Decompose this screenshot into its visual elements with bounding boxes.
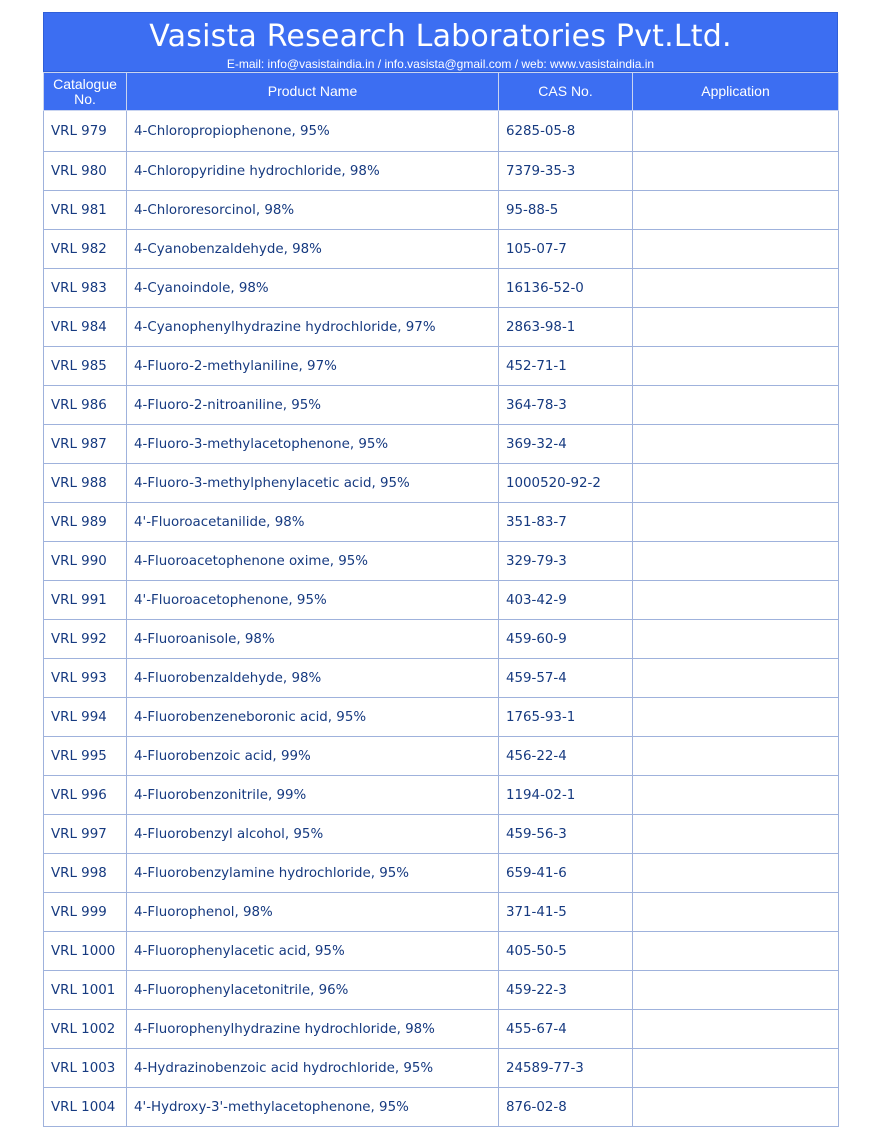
product-name-cell: 4-Fluorobenzeneboronic acid, 95% <box>127 698 499 737</box>
catalogue-cell: VRL 982 <box>44 230 127 269</box>
table-row <box>44 308 839 347</box>
application-cell <box>633 464 839 503</box>
catalogue-cell: VRL 1000 <box>44 932 127 971</box>
application-cell <box>633 776 839 815</box>
cas-number-cell: 459-60-9 <box>499 620 633 659</box>
table-row <box>44 464 839 503</box>
product-name-cell: 4-Fluorobenzoic acid, 99% <box>127 737 499 776</box>
application-cell <box>633 542 839 581</box>
table-row <box>44 581 839 620</box>
cas-number-cell: 403-42-9 <box>499 581 633 620</box>
table-row <box>44 971 839 1010</box>
catalogue-cell: VRL 995 <box>44 737 127 776</box>
application-cell <box>633 581 839 620</box>
cas-number-cell: 405-50-5 <box>499 932 633 971</box>
product-name-cell: 4-Fluorobenzyl alcohol, 95% <box>127 815 499 854</box>
cas-number-cell: 459-22-3 <box>499 971 633 1010</box>
application-cell <box>633 1049 839 1088</box>
application-cell <box>633 230 839 269</box>
application-cell <box>633 1088 839 1127</box>
product-name-cell: 4-Fluorobenzonitrile, 99% <box>127 776 499 815</box>
catalogue-cell: VRL 1004 <box>44 1088 127 1127</box>
catalogue-cell: VRL 986 <box>44 386 127 425</box>
column-header-application: Application <box>633 73 839 111</box>
application-cell <box>633 620 839 659</box>
catalogue-cell: VRL 983 <box>44 269 127 308</box>
catalogue-cell: VRL 998 <box>44 854 127 893</box>
product-name-cell: 4-Fluorobenzaldehyde, 98% <box>127 659 499 698</box>
product-name-cell: 4-Fluorophenylacetic acid, 95% <box>127 932 499 971</box>
cas-number-cell: 24589-77-3 <box>499 1049 633 1088</box>
table-row <box>44 111 839 152</box>
product-table <box>43 72 839 1127</box>
product-name-cell: 4-Fluoroanisole, 98% <box>127 620 499 659</box>
product-name-cell: 4-Chloropropiophenone, 95% <box>127 111 499 152</box>
product-name-cell: 4-Chloropyridine hydrochloride, 98% <box>127 152 499 191</box>
table-row <box>44 659 839 698</box>
catalogue-cell: VRL 999 <box>44 893 127 932</box>
table-row <box>44 1049 839 1088</box>
company-banner <box>43 12 838 72</box>
product-name-cell: 4-Fluoro-3-methylphenylacetic acid, 95% <box>127 464 499 503</box>
application-cell <box>633 659 839 698</box>
catalogue-cell: VRL 990 <box>44 542 127 581</box>
table-row <box>44 503 839 542</box>
cas-number-cell: 456-22-4 <box>499 737 633 776</box>
catalogue-cell: VRL 988 <box>44 464 127 503</box>
table-row <box>44 542 839 581</box>
cas-number-cell: 1194-02-1 <box>499 776 633 815</box>
contact-line: E-mail: info@vasistaindia.in / info.vasista@gmail.com / web: www.vasistaindia.in <box>226 57 655 71</box>
catalogue-cell: VRL 979 <box>44 111 127 152</box>
column-header-product: Product Name <box>127 73 499 111</box>
product-name-cell: 4-Fluorobenzylamine hydrochloride, 95% <box>127 854 499 893</box>
product-name-cell: 4-Cyanoindole, 98% <box>127 269 499 308</box>
table-row <box>44 269 839 308</box>
column-header-catalogue: Catalogue No. <box>44 73 127 111</box>
application-cell <box>633 815 839 854</box>
cas-number-cell: 452-71-1 <box>499 347 633 386</box>
table-row <box>44 152 839 191</box>
product-name-cell: 4'-Fluoroacetanilide, 98% <box>127 503 499 542</box>
product-name-cell: 4-Cyanobenzaldehyde, 98% <box>127 230 499 269</box>
cas-number-cell: 2863-98-1 <box>499 308 633 347</box>
application-cell <box>633 1010 839 1049</box>
catalogue-cell: VRL 984 <box>44 308 127 347</box>
table-row <box>44 620 839 659</box>
table-row <box>44 854 839 893</box>
cas-number-cell: 1765-93-1 <box>499 698 633 737</box>
table-row <box>44 698 839 737</box>
catalogue-cell: VRL 1001 <box>44 971 127 1010</box>
cas-number-cell: 105-07-7 <box>499 230 633 269</box>
application-cell <box>633 347 839 386</box>
application-cell <box>633 386 839 425</box>
product-name-cell: 4-Chlororesorcinol, 98% <box>127 191 499 230</box>
catalogue-cell: VRL 993 <box>44 659 127 698</box>
cas-number-cell: 351-83-7 <box>499 503 633 542</box>
product-name-cell: 4'-Hydroxy-3'-methylacetophenone, 95% <box>127 1088 499 1127</box>
product-name-cell: 4-Fluoroacetophenone oxime, 95% <box>127 542 499 581</box>
catalogue-cell: VRL 985 <box>44 347 127 386</box>
table-row <box>44 386 839 425</box>
application-cell <box>633 152 839 191</box>
application-cell <box>633 971 839 1010</box>
catalogue-cell: VRL 987 <box>44 425 127 464</box>
cas-number-cell: 876-02-8 <box>499 1088 633 1127</box>
product-name-cell: 4-Hydrazinobenzoic acid hydrochloride, 95% <box>127 1049 499 1088</box>
application-cell <box>633 425 839 464</box>
table-body <box>44 111 839 1127</box>
application-cell <box>633 308 839 347</box>
catalogue-cell: VRL 980 <box>44 152 127 191</box>
cas-number-cell: 459-56-3 <box>499 815 633 854</box>
application-cell <box>633 893 839 932</box>
cas-number-cell: 659-41-6 <box>499 854 633 893</box>
application-cell <box>633 503 839 542</box>
cas-number-cell: 369-32-4 <box>499 425 633 464</box>
table-row <box>44 191 839 230</box>
cas-number-cell: 6285-05-8 <box>499 111 633 152</box>
cas-number-cell: 371-41-5 <box>499 893 633 932</box>
product-name-cell: 4-Fluoro-3-methylacetophenone, 95% <box>127 425 499 464</box>
company-name: Vasista Research Laboratories Pvt.Ltd. <box>149 19 732 54</box>
table-row <box>44 815 839 854</box>
application-cell <box>633 698 839 737</box>
table-row <box>44 1088 839 1127</box>
catalogue-cell: VRL 991 <box>44 581 127 620</box>
cas-number-cell: 1000520-92-2 <box>499 464 633 503</box>
product-name-cell: 4-Fluoro-2-methylaniline, 97% <box>127 347 499 386</box>
product-name-cell: 4'-Fluoroacetophenone, 95% <box>127 581 499 620</box>
catalogue-cell: VRL 1003 <box>44 1049 127 1088</box>
table-row <box>44 776 839 815</box>
cas-number-cell: 95-88-5 <box>499 191 633 230</box>
table-row <box>44 932 839 971</box>
column-header-cas: CAS No. <box>499 73 633 111</box>
table-header-row <box>44 73 839 111</box>
cas-number-cell: 329-79-3 <box>499 542 633 581</box>
application-cell <box>633 932 839 971</box>
catalogue-sheet <box>43 12 838 1127</box>
product-name-cell: 4-Cyanophenylhydrazine hydrochloride, 97% <box>127 308 499 347</box>
catalogue-cell: VRL 997 <box>44 815 127 854</box>
table-row <box>44 893 839 932</box>
cas-number-cell: 455-67-4 <box>499 1010 633 1049</box>
table-row <box>44 737 839 776</box>
catalogue-cell: VRL 994 <box>44 698 127 737</box>
product-name-cell: 4-Fluorophenylacetonitrile, 96% <box>127 971 499 1010</box>
cas-number-cell: 459-57-4 <box>499 659 633 698</box>
table-row <box>44 1010 839 1049</box>
catalogue-cell: VRL 981 <box>44 191 127 230</box>
application-cell <box>633 854 839 893</box>
product-name-cell: 4-Fluoro-2-nitroaniline, 95% <box>127 386 499 425</box>
catalogue-cell: VRL 1002 <box>44 1010 127 1049</box>
table-row <box>44 425 839 464</box>
product-name-cell: 4-Fluorophenol, 98% <box>127 893 499 932</box>
cas-number-cell: 364-78-3 <box>499 386 633 425</box>
application-cell <box>633 111 839 152</box>
product-name-cell: 4-Fluorophenylhydrazine hydrochloride, 98% <box>127 1010 499 1049</box>
table-row <box>44 230 839 269</box>
table-row <box>44 347 839 386</box>
cas-number-cell: 7379-35-3 <box>499 152 633 191</box>
cas-number-cell: 16136-52-0 <box>499 269 633 308</box>
catalogue-cell: VRL 996 <box>44 776 127 815</box>
catalogue-cell: VRL 989 <box>44 503 127 542</box>
catalogue-cell: VRL 992 <box>44 620 127 659</box>
application-cell <box>633 269 839 308</box>
application-cell <box>633 191 839 230</box>
application-cell <box>633 737 839 776</box>
